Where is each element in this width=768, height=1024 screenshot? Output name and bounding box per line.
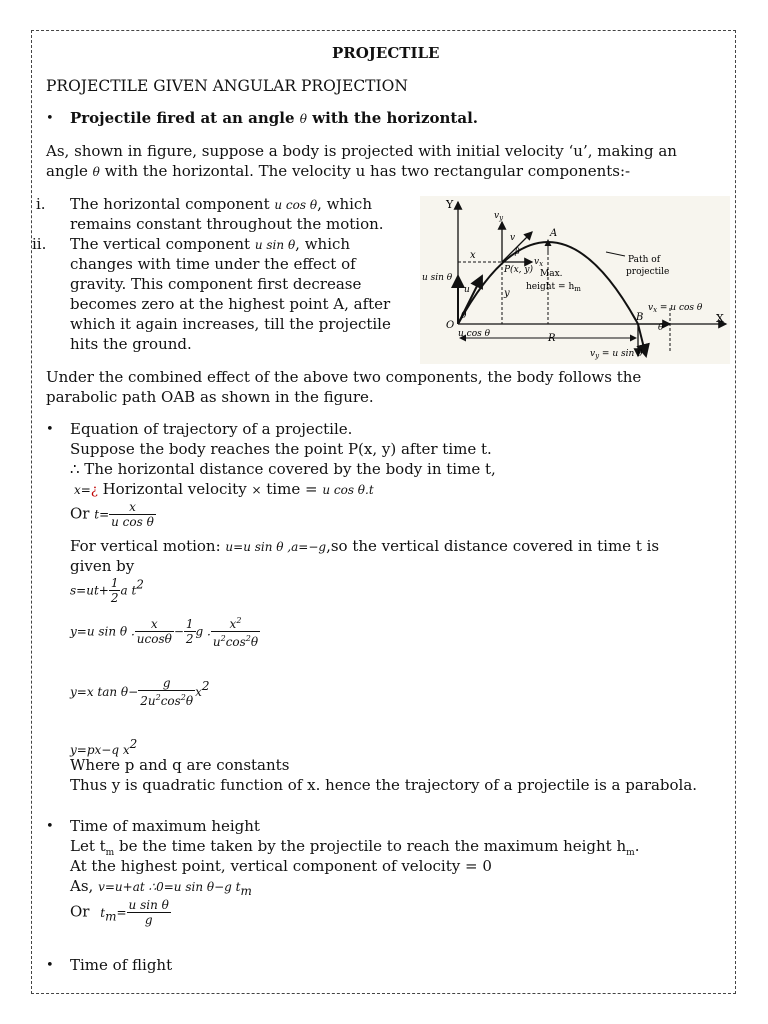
equation-y-substituted: y=u sin θ . $\frac{x}{ucos\theta}$ − $\frac{1}{2}$ g . $\frac{x^2}{u^2\cos^2\theta}$: [70, 616, 259, 649]
bullet: •: [46, 819, 54, 834]
list-item-2-line-6: hits the ground.: [70, 335, 192, 353]
intro-line-2: angle θ with the horizontal. The velocity u has two rectangular components:-: [46, 162, 631, 180]
path-label-2: projectile: [626, 267, 670, 277]
list-item-2-line-1: The vertical component u sin θ, which: [70, 235, 351, 253]
list-item-2-line-2: changes with time under the effect of: [70, 255, 356, 273]
constants-line: Where p and q are constants: [70, 756, 290, 774]
vy-eq-label: $v_y = u$ sin θ: [590, 349, 643, 360]
beta-label: β: [515, 247, 520, 256]
section4-title: Time of flight: [70, 956, 173, 974]
trajectory-line-1: Suppose the body reaches the point P(x, y) after time t.: [70, 440, 492, 458]
combined-line-1: Under the combined effect of the above two components, the body follows the: [46, 368, 642, 386]
point-a-label: A: [550, 228, 558, 239]
origin-label: O: [446, 320, 455, 331]
combined-line-2: parabolic path OAB as shown in the figure.: [46, 388, 374, 406]
max-height-equation-tm: Or $t_m=$ $\frac{\text{u sin θ}}{g}$: [70, 898, 169, 927]
v-label: v: [510, 233, 516, 243]
vx-label: $v_x$: [534, 257, 544, 268]
equation-horizontal-distance: x=¿ Horizontal velocity × time = u cos θ.t: [74, 480, 374, 498]
x-axis-label: X: [716, 312, 724, 325]
u-label: u: [464, 285, 470, 295]
y-label: y: [504, 288, 510, 299]
usin-label: u sin θ: [422, 273, 453, 283]
equation-time: Or t= $\frac{x}{\text{u cos θ}}$: [70, 500, 154, 529]
list-number: ii.: [32, 235, 47, 253]
section2-title: Equation of trajectory of a projectile.: [70, 420, 353, 438]
projectile-diagram: [420, 196, 730, 364]
section-heading: PROJECTILE GIVEN ANGULAR PROJECTION: [46, 77, 408, 95]
x-label: x: [470, 250, 476, 261]
point-b-label: B: [636, 312, 644, 323]
max-height-line-2: At the highest point, vertical component of velocity = 0: [70, 857, 492, 875]
theta-o-label: θ: [461, 311, 467, 321]
given-by-line: given by: [70, 557, 135, 575]
vertical-motion-line: For vertical motion: u=u sin θ ,a=−g,so the vertical distance covered in time t is: [70, 537, 660, 555]
vx-eq-label: $v_x = u$ cos θ: [648, 303, 703, 314]
section1-title: Projectile fired at an angle θ with the horizontal.: [70, 109, 478, 127]
trajectory-line-2: ∴ The horizontal distance covered by the body in time t,: [70, 460, 496, 478]
point-p-label: P(x, y): [504, 265, 533, 275]
max-height-line-1: Let $t_m$ be the time taken by the projectile to reach the maximum height $h_m$.: [70, 837, 640, 858]
list-item-2-line-5: which it again increases, till the projectile: [70, 315, 391, 333]
path-label-1: Path of: [628, 255, 661, 265]
list-item-1-line-2: remains constant throughout the motion.: [70, 215, 384, 233]
list-number: i.: [36, 195, 46, 213]
list-item-2-line-3: gravity. This component first decrease: [70, 275, 362, 293]
section3-title: Time of maximum height: [70, 817, 260, 835]
max-height-label-2: height = $h_m$: [526, 282, 581, 293]
intro-line-1: As, shown in figure, suppose a body is projected with initial velocity ‘u’, making an: [46, 142, 677, 160]
conclusion-line: Thus y is quadratic function of x. hence the trajectory of a projectile is a parabola.: [70, 776, 698, 794]
ucos-label: u cos θ: [458, 329, 491, 339]
list-item-2-line-4: becomes zero at the highest point A, after: [70, 295, 391, 313]
y-axis-label: Y: [446, 198, 454, 211]
page-title: PROJECTILE: [332, 44, 440, 62]
equation-y-pq: y=px−q $x^2$: [70, 737, 138, 757]
vy-label: $v_y$: [494, 211, 504, 222]
list-item-1-line-1: The horizontal component u cos θ, which: [70, 195, 372, 213]
bullet: •: [46, 111, 54, 126]
bullet: •: [46, 422, 54, 437]
equation-s: s=ut+ $\frac{1}{2}$ a $t^2$: [70, 576, 144, 605]
theta-b-label: θ: [658, 323, 664, 333]
equation-y-tan: y=x tan θ− $\frac{g}{2u^2\cos^2\theta}$ $x^2$: [70, 676, 210, 708]
max-height-equation-as: As, v=u+at ∴0=u sin θ−g $t_m$: [70, 877, 252, 898]
bullet: •: [46, 958, 54, 973]
range-label: R: [548, 333, 556, 344]
max-height-label-1: Max.: [540, 269, 563, 279]
